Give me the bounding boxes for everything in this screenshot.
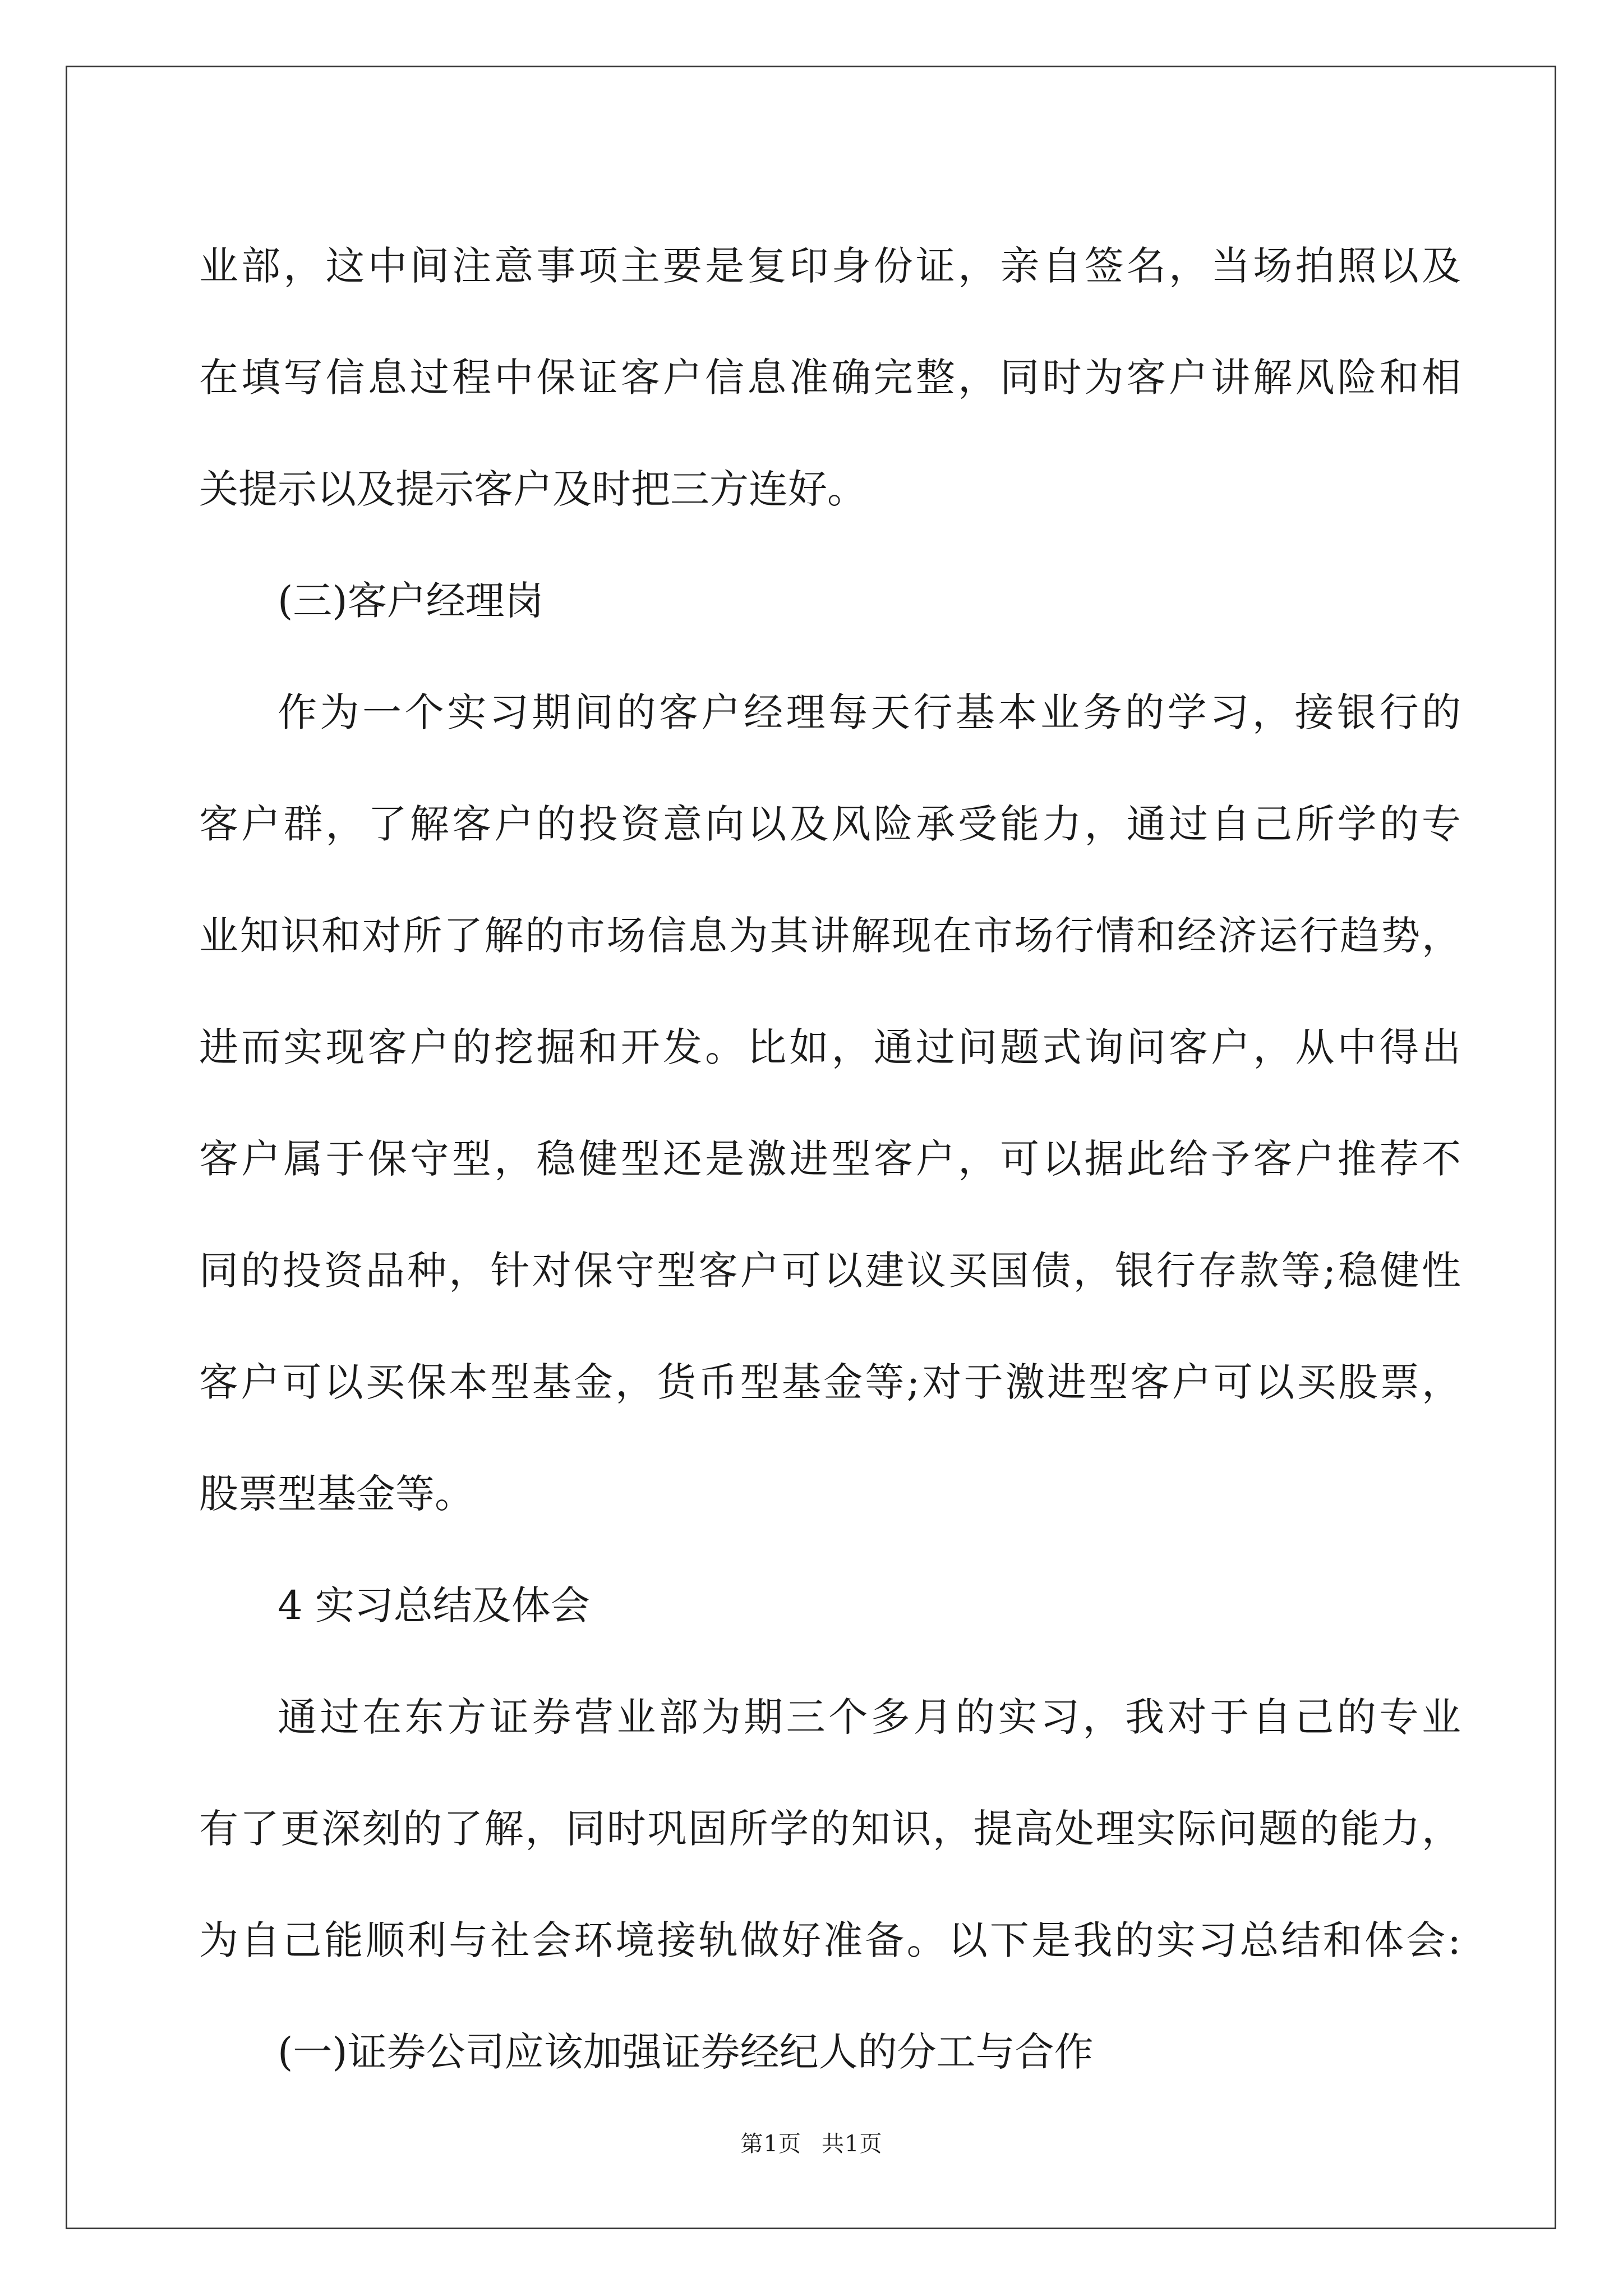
text-line: 通过在东方证券营业部为期三个多月的实习，我对于自己的专业	[278, 1694, 1461, 1740]
text-line: 作为一个实习期间的客户经理每天行基本业务的学习，接银行的	[278, 689, 1461, 735]
text-line: 关提示以及提示客户及时把三方连好。	[199, 466, 866, 512]
text-line: 有了更深刻的了解，同时巩固所学的知识，提高处理实际问题的能力，	[199, 1806, 1461, 1852]
text-line: 股票型基金等。	[199, 1471, 474, 1517]
text-line: 客户属于保守型，稳健型还是激进型客户，可以据此给予客户推荐不	[199, 1136, 1461, 1182]
text-line: 业部，这中间注意事项主要是复印身份证，亲自签名，当场拍照以及	[199, 243, 1461, 289]
text-line: 客户可以买保本型基金，货币型基金等;对于激进型客户可以买股票，	[199, 1359, 1461, 1405]
text-line: 客户群，了解客户的投资意向以及风险承受能力，通过自己所学的专	[199, 801, 1461, 847]
document-body	[199, 210, 1461, 2108]
section-heading: (一)证券公司应该加强证券经纪人的分工与合作	[278, 2029, 1094, 2075]
page-total: 共1页	[822, 2131, 883, 2157]
text-line: 同的投资品种，针对保守型客户可以建议买国债，银行存款等;稳健性	[199, 1248, 1461, 1294]
text-line: 为自己能顺利与社会环境接轨做好准备。以下是我的实习总结和体会:	[199, 1917, 1461, 1963]
page-number: 第1页	[740, 2131, 801, 2157]
text-line: 进而实现客户的挖掘和开发。比如，通过问题式询问客户，从中得出	[199, 1024, 1461, 1070]
page-footer	[0, 2126, 1623, 2158]
text-line: 业知识和对所了解的市场信息为其讲解现在市场行情和经济运行趋势，	[199, 913, 1461, 959]
section-heading: 4 实习总结及体会	[278, 1582, 590, 1628]
section-heading: (三)客户经理岗	[278, 578, 544, 624]
text-line: 在填写信息过程中保证客户信息准确完整，同时为客户讲解风险和相	[199, 355, 1461, 401]
